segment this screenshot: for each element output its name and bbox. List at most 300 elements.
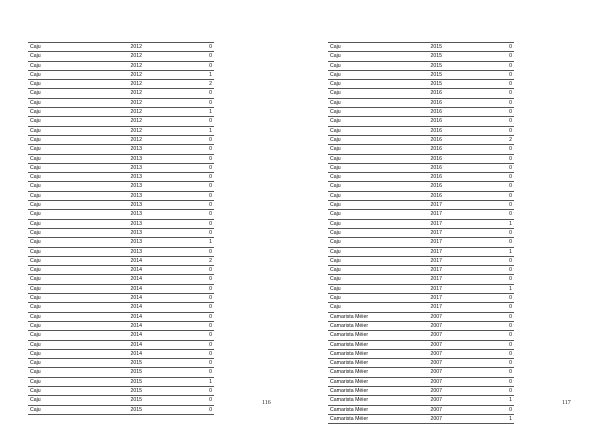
cell-location: Caju	[28, 61, 104, 70]
table-row	[328, 117, 514, 126]
table-row	[328, 238, 514, 247]
table-row	[328, 294, 514, 303]
cell-year: 2014	[104, 331, 144, 340]
cell-year: 2017	[404, 266, 444, 275]
cell-value: 0	[444, 108, 514, 117]
table-row	[328, 182, 514, 191]
table-row	[28, 201, 214, 210]
cell-year: 2016	[404, 154, 444, 163]
table-row	[28, 191, 214, 200]
cell-location: Caju	[28, 340, 104, 349]
cell-year: 2012	[104, 117, 144, 126]
cell-location: Caju	[328, 247, 404, 256]
table-row	[28, 303, 214, 312]
cell-value: 0	[444, 377, 514, 386]
cell-value: 0	[444, 61, 514, 70]
cell-location: Caju	[328, 98, 404, 107]
cell-location: Caju	[328, 294, 404, 303]
cell-value: 0	[444, 359, 514, 368]
cell-value: 0	[444, 303, 514, 312]
cell-value: 0	[144, 368, 214, 377]
table-row	[328, 414, 514, 423]
cell-location: Caju	[28, 201, 104, 210]
cell-value: 0	[144, 135, 214, 144]
cell-value: 0	[444, 368, 514, 377]
table-row	[28, 368, 214, 377]
cell-value: 0	[444, 145, 514, 154]
table-row	[28, 108, 214, 117]
cell-year: 2015	[104, 396, 144, 405]
cell-year: 2015	[404, 52, 444, 61]
table-row	[328, 52, 514, 61]
table-row	[28, 117, 214, 126]
page-right	[300, 0, 600, 424]
cell-year: 2012	[104, 135, 144, 144]
table-row	[328, 70, 514, 79]
table-row	[328, 201, 514, 210]
cell-value: 0	[144, 52, 214, 61]
cell-value: 0	[144, 228, 214, 237]
cell-location: Camarista Méier	[328, 359, 404, 368]
cell-value: 0	[144, 275, 214, 284]
table-row	[328, 386, 514, 395]
cell-location: Caju	[28, 108, 104, 117]
cell-location: Caju	[28, 238, 104, 247]
cell-year: 2007	[404, 340, 444, 349]
table-row	[28, 340, 214, 349]
cell-location: Camarista Méier	[328, 340, 404, 349]
cell-value: 2	[144, 80, 214, 89]
cell-value: 0	[144, 154, 214, 163]
cell-location: Caju	[328, 145, 404, 154]
cell-value: 0	[144, 145, 214, 154]
table-row	[328, 331, 514, 340]
cell-value: 0	[144, 349, 214, 358]
cell-location: Caju	[328, 117, 404, 126]
table-row	[28, 228, 214, 237]
cell-year: 2013	[104, 163, 144, 172]
cell-year: 2016	[404, 191, 444, 200]
cell-year: 2015	[104, 377, 144, 386]
table-row	[28, 70, 214, 79]
cell-value: 0	[444, 126, 514, 135]
table-row	[28, 173, 214, 182]
table-row	[28, 266, 214, 275]
cell-year: 2017	[404, 275, 444, 284]
cell-location: Caju	[28, 70, 104, 79]
table-row	[328, 321, 514, 330]
cell-year: 2016	[404, 182, 444, 191]
table-row	[328, 61, 514, 70]
cell-location: Caju	[28, 321, 104, 330]
table-row	[328, 359, 514, 368]
table-row	[328, 135, 514, 144]
cell-location: Caju	[28, 191, 104, 200]
table-row	[28, 247, 214, 256]
table-row	[28, 126, 214, 135]
cell-value: 0	[144, 219, 214, 228]
cell-location: Caju	[28, 154, 104, 163]
table-row	[328, 340, 514, 349]
cell-year: 2014	[104, 266, 144, 275]
cell-year: 2016	[404, 173, 444, 182]
table-row	[328, 98, 514, 107]
cell-year: 2015	[404, 43, 444, 52]
cell-year: 2007	[404, 396, 444, 405]
cell-year: 2012	[104, 126, 144, 135]
table-row	[28, 145, 214, 154]
cell-year: 2013	[104, 182, 144, 191]
table-row	[28, 312, 214, 321]
cell-year: 2017	[404, 201, 444, 210]
cell-value: 0	[144, 294, 214, 303]
cell-year: 2013	[104, 219, 144, 228]
cell-year: 2015	[104, 386, 144, 395]
cell-year: 2007	[404, 414, 444, 423]
table-row	[328, 43, 514, 52]
cell-location: Caju	[328, 182, 404, 191]
cell-location: Camarista Méier	[328, 414, 404, 423]
table-row	[28, 238, 214, 247]
cell-value: 1	[444, 247, 514, 256]
cell-location: Caju	[28, 386, 104, 395]
cell-location: Camarista Méier	[328, 396, 404, 405]
cell-location: Camarista Méier	[328, 386, 404, 395]
cell-value: 1	[444, 284, 514, 293]
data-table	[28, 42, 214, 415]
cell-year: 2016	[404, 145, 444, 154]
cell-value: 0	[444, 80, 514, 89]
cell-location: Caju	[28, 303, 104, 312]
cell-year: 2017	[404, 228, 444, 237]
table-row	[28, 219, 214, 228]
cell-location: Caju	[28, 294, 104, 303]
cell-location: Caju	[28, 256, 104, 265]
cell-location: Caju	[328, 266, 404, 275]
cell-location: Caju	[28, 43, 104, 52]
table-row	[28, 135, 214, 144]
table-row	[28, 256, 214, 265]
cell-location: Caju	[28, 182, 104, 191]
cell-location: Caju	[28, 117, 104, 126]
table-row	[28, 275, 214, 284]
cell-location: Caju	[328, 256, 404, 265]
cell-location: Caju	[328, 154, 404, 163]
cell-value: 0	[444, 43, 514, 52]
cell-value: 0	[144, 61, 214, 70]
cell-location: Caju	[28, 126, 104, 135]
cell-year: 2017	[404, 303, 444, 312]
cell-value: 0	[144, 182, 214, 191]
cell-year: 2016	[404, 108, 444, 117]
cell-value: 1	[444, 219, 514, 228]
cell-value: 0	[144, 89, 214, 98]
cell-value: 1	[144, 70, 214, 79]
cell-location: Caju	[28, 163, 104, 172]
cell-location: Camarista Méier	[328, 405, 404, 414]
cell-year: 2014	[104, 312, 144, 321]
cell-year: 2016	[404, 117, 444, 126]
cell-year: 2013	[104, 145, 144, 154]
cell-year: 2012	[104, 89, 144, 98]
cell-year: 2014	[104, 294, 144, 303]
cell-value: 0	[444, 340, 514, 349]
cell-value: 0	[144, 201, 214, 210]
cell-location: Camarista Méier	[328, 349, 404, 358]
cell-year: 2013	[104, 173, 144, 182]
cell-value: 1	[144, 108, 214, 117]
cell-location: Caju	[28, 219, 104, 228]
cell-year: 2016	[404, 163, 444, 172]
table-row	[28, 396, 214, 405]
cell-year: 2014	[104, 284, 144, 293]
page-number: 117	[562, 400, 571, 406]
table-row	[28, 386, 214, 395]
cell-year: 2015	[104, 368, 144, 377]
cell-year: 2012	[104, 70, 144, 79]
cell-location: Caju	[28, 368, 104, 377]
cell-value: 0	[444, 182, 514, 191]
cell-value: 0	[144, 98, 214, 107]
cell-value: 0	[444, 154, 514, 163]
cell-value: 0	[444, 163, 514, 172]
table-row	[28, 405, 214, 414]
cell-value: 0	[144, 340, 214, 349]
cell-year: 2013	[104, 247, 144, 256]
cell-value: 1	[144, 126, 214, 135]
cell-location: Caju	[328, 191, 404, 200]
cell-year: 2017	[404, 219, 444, 228]
cell-year: 2007	[404, 368, 444, 377]
cell-location: Caju	[328, 43, 404, 52]
cell-year: 2013	[104, 210, 144, 219]
table-row	[328, 312, 514, 321]
cell-value: 0	[444, 405, 514, 414]
cell-location: Caju	[328, 201, 404, 210]
cell-value: 0	[144, 117, 214, 126]
cell-location: Caju	[328, 108, 404, 117]
cell-location: Caju	[28, 173, 104, 182]
cell-year: 2016	[404, 126, 444, 135]
table-row	[328, 303, 514, 312]
table-row	[28, 182, 214, 191]
table-row	[328, 126, 514, 135]
cell-location: Caju	[28, 349, 104, 358]
cell-value: 0	[144, 247, 214, 256]
cell-value: 0	[144, 359, 214, 368]
cell-location: Caju	[28, 210, 104, 219]
table-row	[328, 377, 514, 386]
table-row	[328, 368, 514, 377]
table-row	[28, 331, 214, 340]
cell-location: Caju	[28, 89, 104, 98]
cell-year: 2007	[404, 386, 444, 395]
cell-value: 0	[144, 331, 214, 340]
cell-year: 2014	[104, 303, 144, 312]
cell-year: 2017	[404, 294, 444, 303]
cell-value: 1	[144, 377, 214, 386]
cell-value: 0	[444, 210, 514, 219]
cell-year: 2015	[404, 61, 444, 70]
cell-value: 0	[144, 266, 214, 275]
cell-value: 1	[444, 396, 514, 405]
cell-location: Caju	[28, 266, 104, 275]
cell-value: 0	[444, 275, 514, 284]
table-row	[328, 349, 514, 358]
table-row	[328, 145, 514, 154]
cell-location: Caju	[328, 228, 404, 237]
cell-year: 2014	[104, 321, 144, 330]
table-row	[28, 154, 214, 163]
cell-location: Caju	[328, 173, 404, 182]
cell-location: Camarista Méier	[328, 312, 404, 321]
table-row	[28, 359, 214, 368]
cell-location: Caju	[328, 303, 404, 312]
cell-value: 0	[444, 312, 514, 321]
cell-year: 2012	[104, 80, 144, 89]
table-row	[328, 266, 514, 275]
table-row	[328, 275, 514, 284]
cell-location: Caju	[28, 135, 104, 144]
cell-year: 2013	[104, 238, 144, 247]
cell-location: Caju	[328, 163, 404, 172]
cell-year: 2014	[104, 256, 144, 265]
cell-value: 0	[444, 321, 514, 330]
cell-year: 2013	[104, 154, 144, 163]
cell-location: Caju	[328, 61, 404, 70]
cell-location: Camarista Méier	[328, 321, 404, 330]
cell-location: Caju	[328, 135, 404, 144]
cell-location: Caju	[28, 275, 104, 284]
cell-value: 0	[444, 52, 514, 61]
cell-value: 0	[444, 238, 514, 247]
cell-location: Caju	[28, 80, 104, 89]
table-row	[328, 191, 514, 200]
cell-year: 2016	[404, 98, 444, 107]
cell-value: 0	[144, 191, 214, 200]
table-row	[28, 284, 214, 293]
cell-value: 0	[144, 303, 214, 312]
cell-value: 0	[144, 163, 214, 172]
table-row	[328, 173, 514, 182]
cell-value: 2	[144, 256, 214, 265]
table-row	[28, 89, 214, 98]
table-row	[28, 52, 214, 61]
table-row	[28, 163, 214, 172]
cell-value: 0	[144, 396, 214, 405]
cell-year: 2017	[404, 238, 444, 247]
table-row	[28, 349, 214, 358]
cell-year: 2012	[104, 43, 144, 52]
cell-year: 2016	[404, 135, 444, 144]
cell-value: 0	[444, 98, 514, 107]
cell-location: Caju	[28, 145, 104, 154]
table-row	[328, 154, 514, 163]
cell-value: 0	[444, 173, 514, 182]
cell-value: 0	[444, 349, 514, 358]
cell-location: Caju	[28, 359, 104, 368]
cell-location: Caju	[328, 238, 404, 247]
cell-year: 2013	[104, 191, 144, 200]
cell-value: 0	[444, 386, 514, 395]
cell-location: Caju	[328, 52, 404, 61]
table-row	[328, 405, 514, 414]
data-table	[328, 42, 514, 424]
cell-year: 2017	[404, 247, 444, 256]
cell-value: 0	[444, 266, 514, 275]
cell-value: 0	[444, 70, 514, 79]
table-row	[28, 210, 214, 219]
cell-value: 0	[144, 173, 214, 182]
cell-value: 0	[444, 228, 514, 237]
cell-value: 0	[144, 312, 214, 321]
cell-year: 2007	[404, 359, 444, 368]
cell-location: Caju	[28, 377, 104, 386]
cell-location: Caju	[28, 405, 104, 414]
cell-location: Camarista Méier	[328, 368, 404, 377]
table-row	[28, 43, 214, 52]
cell-value: 0	[144, 43, 214, 52]
table-row	[328, 256, 514, 265]
cell-value: 0	[144, 284, 214, 293]
cell-year: 2007	[404, 321, 444, 330]
table-row	[328, 284, 514, 293]
cell-value: 1	[144, 238, 214, 247]
cell-value: 0	[144, 386, 214, 395]
cell-location: Caju	[28, 396, 104, 405]
cell-year: 2016	[404, 89, 444, 98]
cell-year: 2015	[404, 70, 444, 79]
table-row	[328, 163, 514, 172]
cell-year: 2017	[404, 210, 444, 219]
table-row	[28, 377, 214, 386]
cell-value: 0	[444, 191, 514, 200]
cell-year: 2012	[104, 98, 144, 107]
cell-location: Caju	[28, 228, 104, 237]
cell-year: 2014	[104, 275, 144, 284]
cell-year: 2015	[104, 359, 144, 368]
table-row	[328, 210, 514, 219]
cell-location: Caju	[28, 247, 104, 256]
table-row	[328, 80, 514, 89]
cell-value: 0	[444, 331, 514, 340]
table-row	[28, 98, 214, 107]
cell-year: 2013	[104, 201, 144, 210]
cell-year: 2015	[404, 80, 444, 89]
cell-location: Caju	[328, 70, 404, 79]
table-row	[328, 247, 514, 256]
table-row	[328, 89, 514, 98]
cell-value: 0	[444, 201, 514, 210]
cell-location: Caju	[28, 331, 104, 340]
cell-year: 2012	[104, 108, 144, 117]
cell-value: 1	[444, 414, 514, 423]
table-row	[28, 321, 214, 330]
table-row	[328, 108, 514, 117]
cell-location: Caju	[328, 284, 404, 293]
table-row	[328, 219, 514, 228]
cell-location: Caju	[328, 210, 404, 219]
cell-year: 2017	[404, 284, 444, 293]
cell-location: Caju	[28, 312, 104, 321]
page-number: 116	[262, 400, 271, 406]
cell-value: 0	[444, 294, 514, 303]
cell-year: 2007	[404, 312, 444, 321]
cell-year: 2015	[104, 405, 144, 414]
cell-value: 0	[444, 117, 514, 126]
cell-value: 0	[444, 256, 514, 265]
cell-value: 0	[144, 405, 214, 414]
